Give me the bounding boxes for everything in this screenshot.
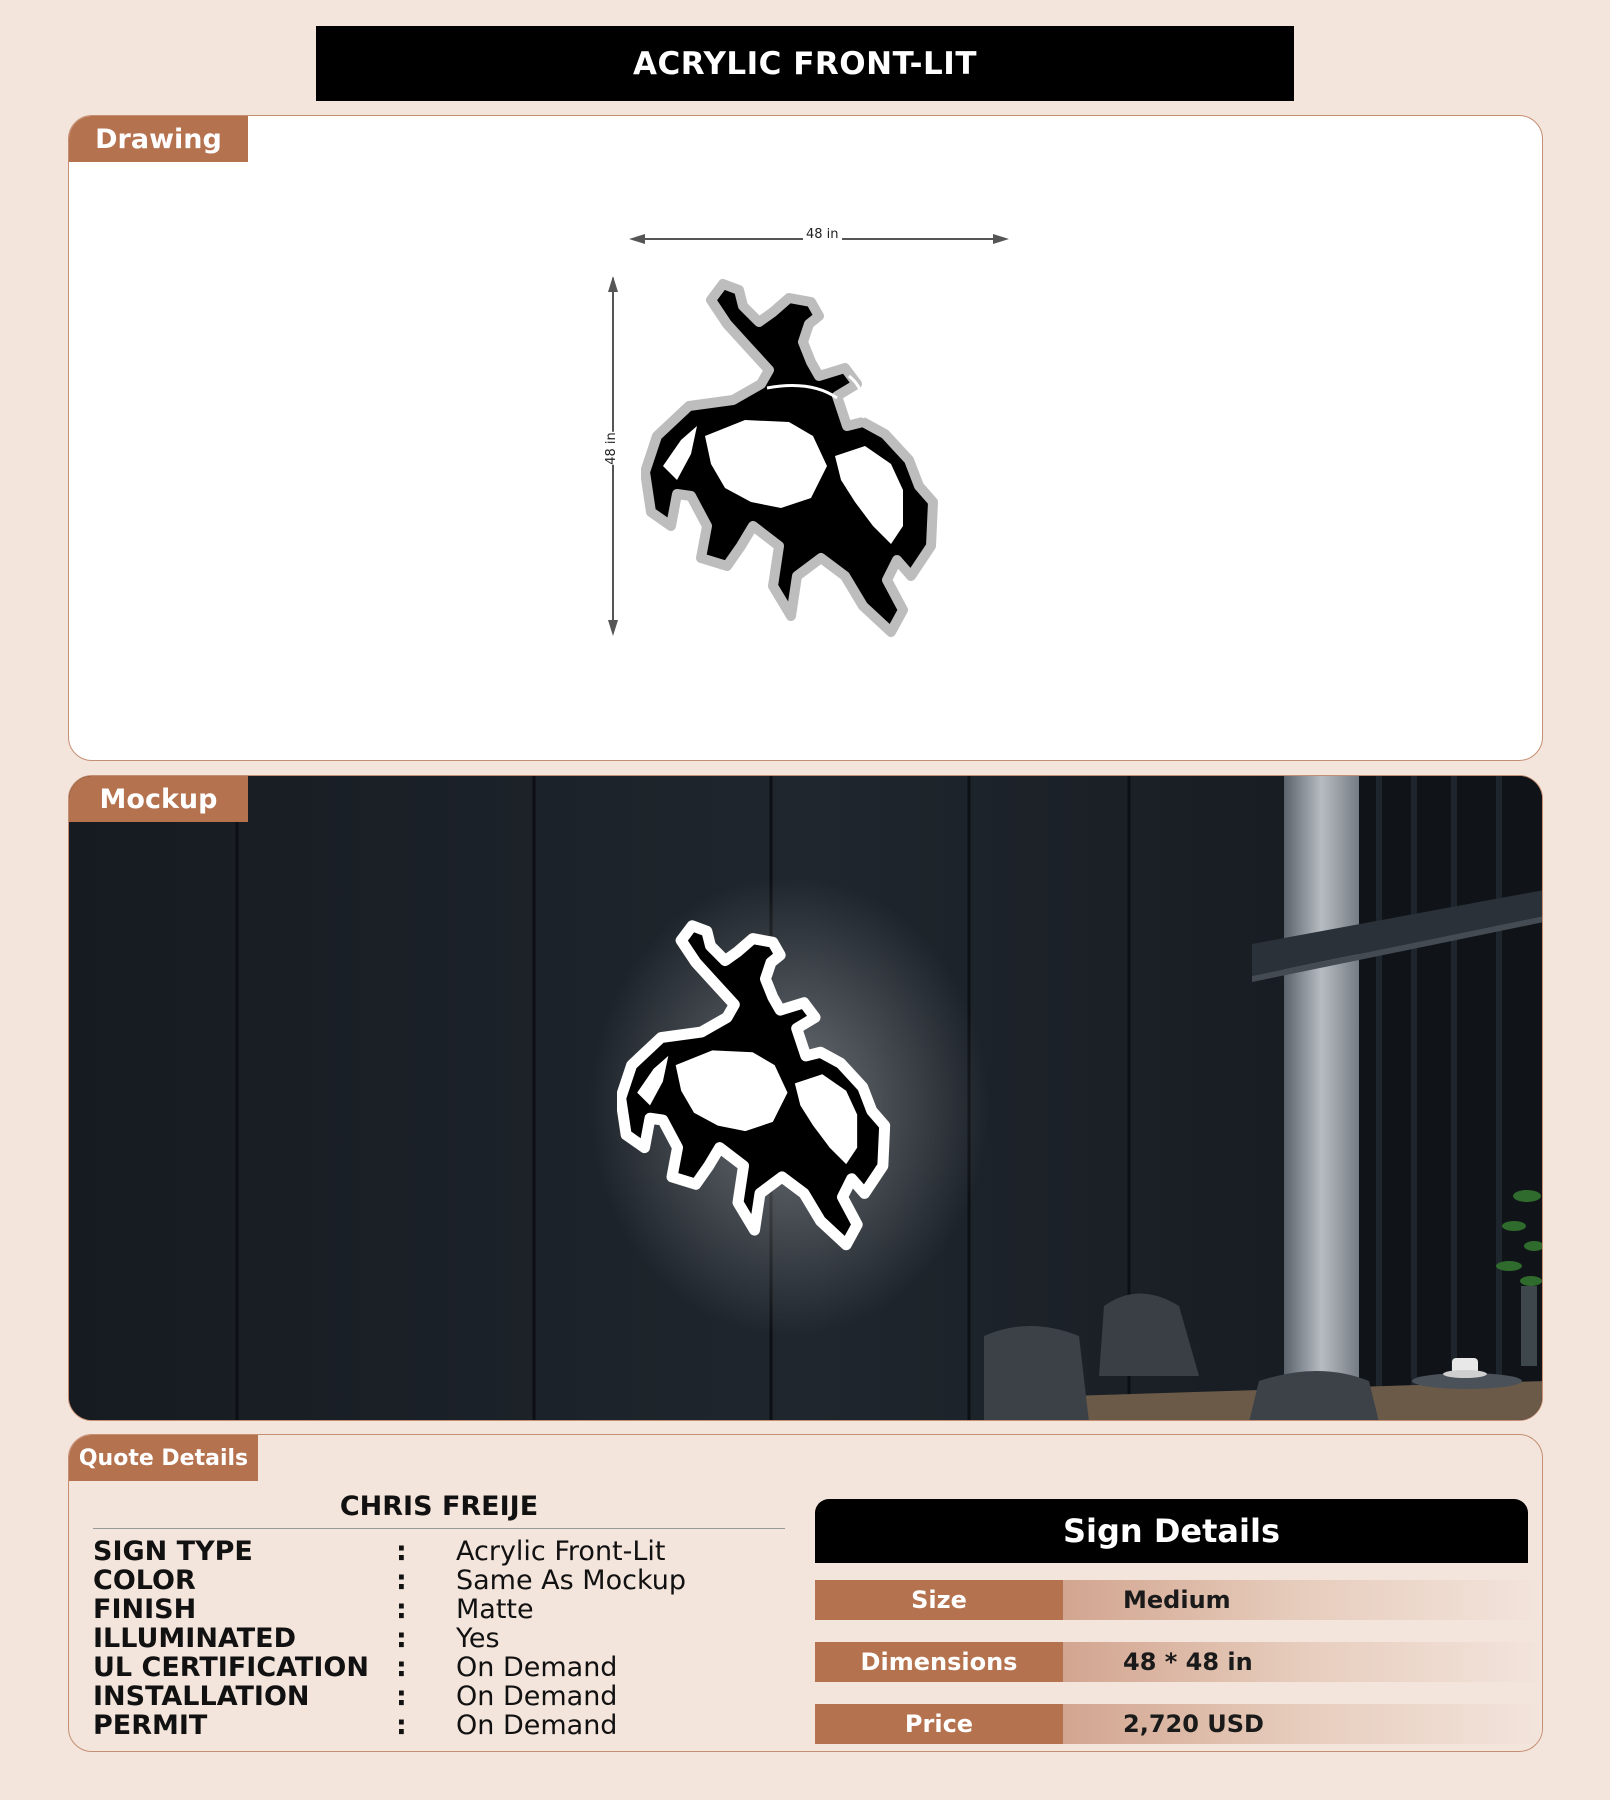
spec-value: On Demand — [456, 1710, 618, 1741]
height-dimension-label: 48 in — [601, 432, 622, 465]
sign-detail-value: 2,720 USD — [1063, 1704, 1543, 1744]
sign-detail-key: Dimensions — [815, 1642, 1063, 1682]
spec-key: SIGN TYPE — [93, 1536, 253, 1567]
spec-colon: : — [396, 1652, 407, 1683]
spec-value: Acrylic Front-Lit — [456, 1536, 666, 1567]
sign-detail-value: 48 * 48 in — [1063, 1642, 1543, 1682]
quote-details-panel — [68, 1434, 1543, 1752]
mockup-bronco-sign — [617, 918, 947, 1258]
sign-detail-value: Medium — [1063, 1580, 1543, 1620]
sign-detail-key: Price — [815, 1704, 1063, 1744]
spec-value: On Demand — [456, 1681, 618, 1712]
bronco-rider-artwork — [641, 276, 1001, 646]
mockup-panel — [68, 775, 1543, 1421]
spec-value: On Demand — [456, 1652, 618, 1683]
drawing-tag: Drawing — [69, 116, 248, 162]
width-dimension-label: 48 in — [803, 227, 842, 242]
spec-row-finish — [93, 1594, 793, 1623]
spec-colon: : — [396, 1594, 407, 1625]
spec-key: FINISH — [93, 1594, 197, 1625]
spec-key: UL CERTIFICATION — [93, 1652, 369, 1683]
spec-colon: : — [396, 1681, 407, 1712]
spec-value: Same As Mockup — [456, 1565, 687, 1596]
spec-key: COLOR — [93, 1565, 196, 1596]
spec-value: Matte — [456, 1594, 534, 1625]
spec-row-color — [93, 1565, 793, 1594]
spec-row-sign-type — [93, 1536, 793, 1565]
customer-name: CHRIS FREIJE — [93, 1491, 785, 1529]
spec-row-ul-certification — [93, 1652, 793, 1681]
spec-row-permit — [93, 1710, 793, 1739]
drawing-panel — [68, 115, 1543, 761]
spec-row-installation — [93, 1681, 793, 1710]
sign-detail-row-price — [815, 1704, 1543, 1744]
mockup-tag: Mockup — [69, 776, 248, 822]
quote-details-tag: Quote Details — [69, 1435, 258, 1481]
spec-key: INSTALLATION — [93, 1681, 310, 1712]
spec-colon: : — [396, 1710, 407, 1741]
spec-colon: : — [396, 1536, 407, 1567]
sign-details-header: Sign Details — [815, 1499, 1528, 1563]
sign-detail-key: Size — [815, 1580, 1063, 1620]
spec-colon: : — [396, 1623, 407, 1654]
spec-value: Yes — [456, 1623, 500, 1654]
spec-colon: : — [396, 1565, 407, 1596]
sign-detail-row-size — [815, 1580, 1543, 1620]
page-title: ACRYLIC FRONT-LIT — [316, 26, 1294, 101]
spec-row-illuminated — [93, 1623, 793, 1652]
sign-detail-row-dimensions — [815, 1642, 1543, 1682]
spec-key: ILLUMINATED — [93, 1623, 297, 1654]
spec-key: PERMIT — [93, 1710, 208, 1741]
